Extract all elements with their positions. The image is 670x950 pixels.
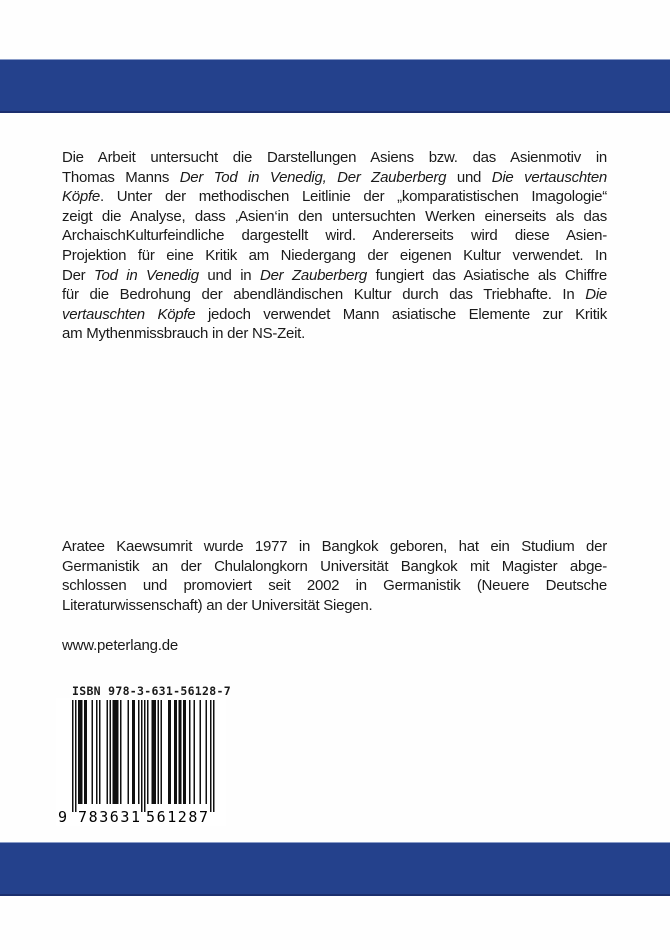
barcode-bar <box>183 700 185 804</box>
barcode-bar <box>134 700 136 804</box>
barcode-bar <box>194 700 196 804</box>
barcode-bar <box>153 700 155 804</box>
barcode-bar <box>170 700 172 804</box>
abstract-line <box>62 285 607 305</box>
barcode-bar <box>161 700 163 804</box>
isbn-label: ISBN 978-3-631-56128-7 <box>72 684 231 698</box>
text-segment: am Mythenmissbrauch in der NS-Zeit. <box>62 325 305 343</box>
barcode-bar <box>176 700 178 804</box>
bottom-blue-band <box>0 842 670 896</box>
barcode-bar <box>96 700 98 804</box>
text-segment: Thomas Manns <box>62 168 180 186</box>
italic-title-text: Die <box>585 286 607 304</box>
barcode-bar <box>114 700 116 804</box>
text-segment: fungiert das Asiatische als Chiffre <box>367 266 607 284</box>
barcode-bar <box>113 700 115 804</box>
italic-title-text: Die vertauschten <box>491 168 608 186</box>
barcode-bar <box>141 700 143 812</box>
abstract-line <box>62 266 607 286</box>
barcode-bar <box>117 700 119 804</box>
publisher-url[interactable]: www.peterlang.de <box>62 637 179 654</box>
text-segment: Aratee Kaewsumrit wurde 1977 in Bangkok geboren, hat ein Studium der <box>62 538 607 555</box>
abstract-paragraph <box>62 148 607 344</box>
author-bio-paragraph <box>62 537 607 615</box>
bio-line <box>62 576 607 596</box>
barcode-bar <box>120 700 122 804</box>
barcode-bar <box>110 700 112 804</box>
barcode-bar <box>99 700 101 804</box>
barcode-bar <box>80 700 82 804</box>
text-segment: schlossen und promoviert seit 2002 in Germanistik (Neuere Deutsche <box>62 577 607 595</box>
barcode-bar <box>86 700 88 804</box>
italic-title-text: Köpfe <box>62 188 100 206</box>
barcode-bar <box>200 700 202 804</box>
barcode-bar <box>132 700 134 804</box>
barcode-bar <box>75 700 77 812</box>
barcode-bar <box>185 700 187 804</box>
barcode-bar <box>147 700 149 804</box>
abstract-line <box>62 226 607 246</box>
barcode-bar <box>155 700 157 804</box>
text-segment: und in <box>198 266 260 284</box>
barcode-bar <box>81 700 83 804</box>
abstract-line <box>62 168 607 188</box>
abstract-line <box>62 187 607 207</box>
barcode-bar <box>107 700 109 804</box>
barcode-bar <box>180 700 182 804</box>
barcode-bar <box>78 700 80 804</box>
barcode-bar <box>138 700 140 804</box>
barcode-bar <box>144 700 146 812</box>
text-segment: Projektion für eine Kritik am Niedergang der eigenen Kultur verwendet. In <box>62 246 607 264</box>
text-segment: Germanistik an der Chulalongkorn Universität Bangkok mit Magister abge- <box>62 557 607 575</box>
barcode-bar <box>116 700 118 804</box>
text-segment: . Unter der methodischen Leitlinie der „komparatistischen Imagologie“ <box>99 188 607 206</box>
text-segment: jedoch verwendet Mann asiatische Elemente zur Kritik <box>195 305 607 323</box>
barcode-digits-right: 561287 <box>146 808 208 826</box>
abstract-line <box>62 246 607 266</box>
abstract-line <box>62 324 607 344</box>
bio-line <box>62 557 607 577</box>
italic-title-text: Der Tod in Venedig, Der Zauberberg <box>179 168 447 186</box>
abstract-line <box>62 148 607 168</box>
barcode-bar <box>92 700 94 804</box>
barcode-bar <box>174 700 176 804</box>
barcode-bar <box>210 700 212 812</box>
barcode-bar <box>206 700 208 804</box>
barcode-bar <box>72 700 74 812</box>
text-segment: für die Bedrohung der abendländischen Kultur durch das Triebhafte. In <box>62 286 586 304</box>
barcode-bar <box>179 700 181 804</box>
barcode-digits-left: 783631 <box>78 808 140 826</box>
bio-line <box>62 537 607 557</box>
text-segment: zeigt die Analyse, dass ‚Asien‘in den untersuchten Werken einerseits als das <box>62 207 607 225</box>
italic-title-text: Tod in Venedig <box>94 266 199 284</box>
barcode-bar <box>152 700 154 804</box>
barcode-bar <box>128 700 130 804</box>
barcode-bar <box>213 700 215 812</box>
barcode-bar <box>189 700 191 804</box>
barcode-bar <box>168 700 170 804</box>
italic-title-text: Der Zauberberg <box>259 266 368 284</box>
text-segment: Die Arbeit untersucht die Darstellungen Asiens bzw. das Asienmotiv in <box>62 149 607 166</box>
text-segment: Literaturwissenschaft) an der Universität Siegen. <box>62 596 373 614</box>
isbn-barcode <box>56 698 226 826</box>
top-blue-band <box>0 59 670 113</box>
abstract-line <box>62 305 607 325</box>
text-segment: ArchaischKulturfeindliche dargestellt wird. Andererseits wird diese Asien- <box>62 227 607 245</box>
bio-line <box>62 596 607 616</box>
italic-title-text: vertauschten Köpfe <box>62 305 196 323</box>
text-segment: und <box>446 168 492 186</box>
text-segment: Der <box>62 266 94 284</box>
barcode-bar <box>84 700 86 804</box>
abstract-line <box>62 207 607 227</box>
barcode-digit-first: 9 <box>58 808 68 826</box>
barcode-bar <box>158 700 160 804</box>
